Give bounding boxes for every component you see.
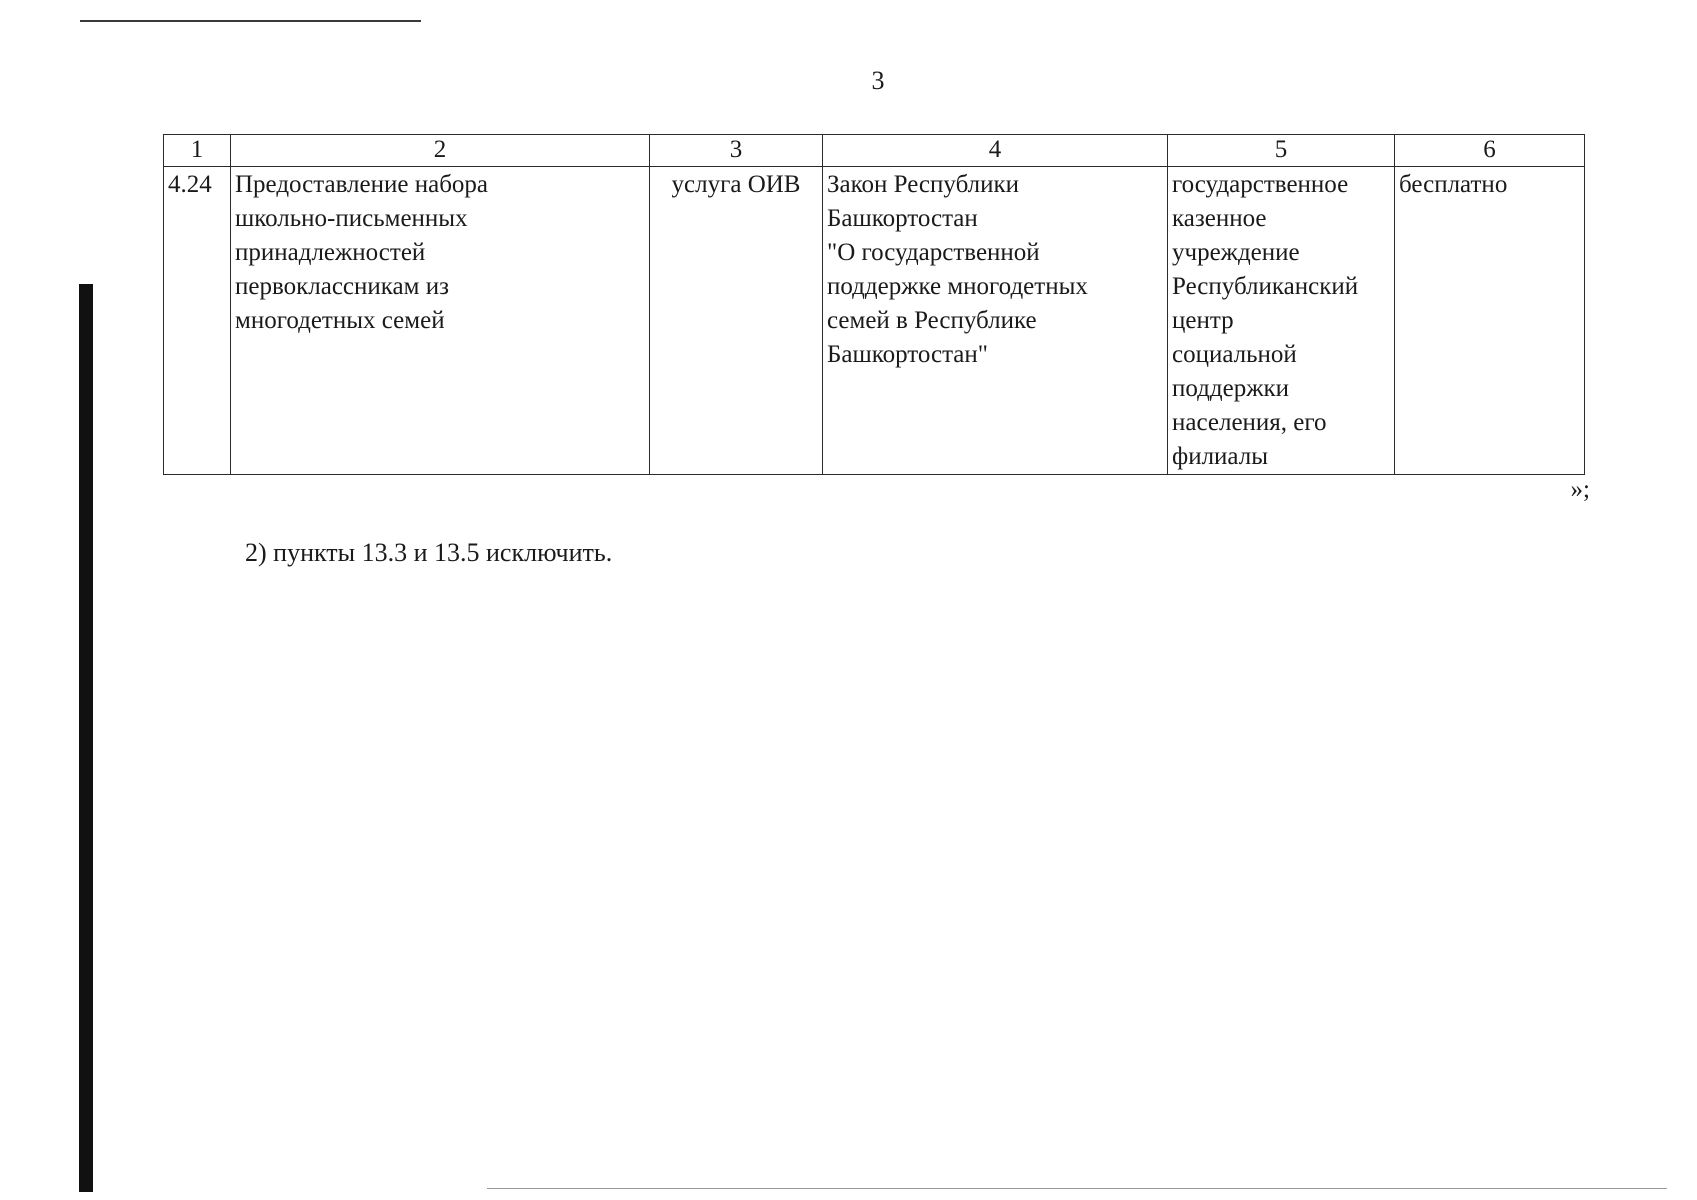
column-header-2: 2 bbox=[231, 135, 650, 167]
scan-artifact-line-bottom bbox=[487, 1188, 1667, 1189]
page-number: 3 bbox=[871, 66, 885, 95]
column-header-1: 1 bbox=[164, 135, 231, 167]
cell-cost: бесплатно bbox=[1395, 167, 1585, 475]
scan-artifact-line-top bbox=[80, 20, 421, 22]
cell-item-number: 4.24 bbox=[164, 167, 231, 475]
column-header-4: 4 bbox=[823, 135, 1168, 167]
scan-artifact-bar-left bbox=[79, 284, 93, 1192]
item-2-text: 2) пункты 13.3 и 13.5 исключить. bbox=[245, 538, 613, 567]
column-header-5: 5 bbox=[1168, 135, 1395, 167]
services-table bbox=[163, 134, 1585, 475]
cell-service-type: услуга ОИВ bbox=[650, 167, 823, 475]
closing-quote: »; bbox=[1570, 476, 1590, 503]
cell-provider: государственное казенное учреждение Республиканский центр социальной поддержки населения, его филиалы bbox=[1168, 167, 1395, 475]
column-header-3: 3 bbox=[650, 135, 823, 167]
cell-service-name: Предоставление набора школьно-письменных принадлежностей первоклассникам из многодетных семей bbox=[231, 167, 650, 475]
cell-legal-basis: Закон Республики Башкортостан "О государственной поддержке многодетных семей в Республике Башкортостан" bbox=[823, 167, 1168, 475]
column-header-6: 6 bbox=[1395, 135, 1585, 167]
table-header-row bbox=[164, 135, 1585, 167]
table-row bbox=[164, 167, 1585, 475]
